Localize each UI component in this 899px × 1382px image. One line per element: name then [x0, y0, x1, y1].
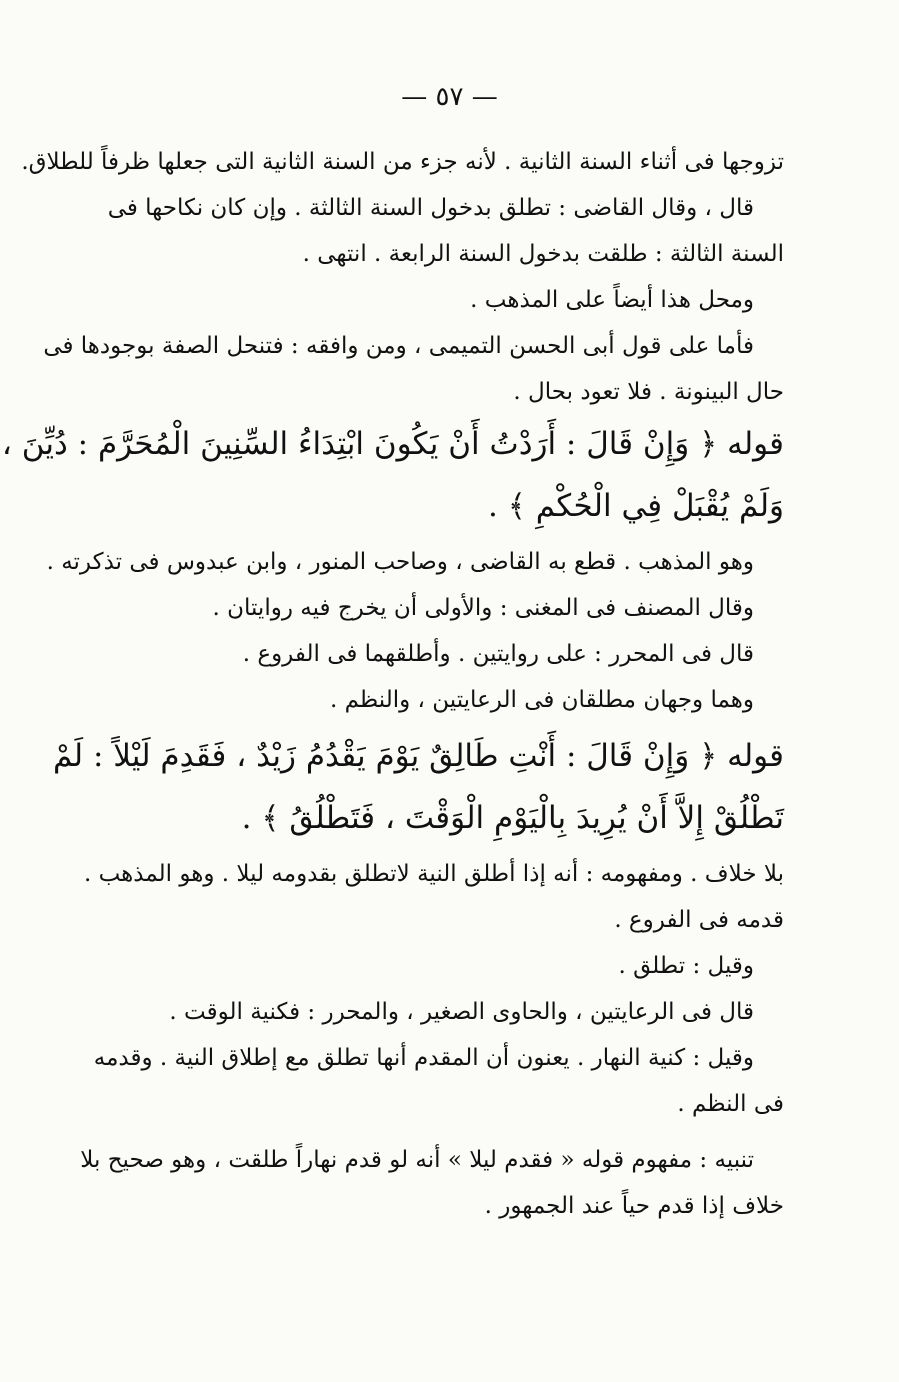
text-line: فى النظم . — [677, 1091, 784, 1117]
text-line: قدمه فى الفروع . — [614, 907, 784, 933]
matn-quote-line: قوله ﴿ وَإِنْ قَالَ : أَرَدْتُ أَنْ يَكُونَ ابْتِدَاءُ السِّنِينَ الْمُحَرَّمَ : دُيِّنَ ، — [1, 426, 784, 462]
text-line: بلا خلاف . ومفهومه : أنه إذا أطلق النية لاتطلق بقدومه ليلا . وهو المذهب . — [83, 861, 784, 887]
text-line: وقال المصنف فى المغنى : والأولى أن يخرج فيه روايتان . — [212, 595, 754, 621]
text-line: وهما وجهان مطلقان فى الرعايتين ، والنظم . — [329, 687, 754, 713]
page-number: — ٥٧ — — [401, 82, 498, 112]
matn-quote-line: تَطْلُقْ إِلاَّ أَنْ يُرِيدَ بِالْيَوْمِ الْوَقْتَ ، فَتَطْلُقُ ﴾ . — [241, 800, 784, 836]
text-line: خلاف إذا قدم حياً عند الجمهور . — [484, 1193, 784, 1219]
text-line: وقيل : كنية النهار . يعنون أن المقدم أنها تطلق مع إطلاق النية . وقدمه — [93, 1045, 754, 1071]
text-line: فأما على قول أبى الحسن التميمى ، ومن وافقه : فتنحل الصفة بوجودها فى — [43, 333, 754, 359]
matn-quote-line: وَلَمْ يُقْبَلْ فِي الْحُكْمِ ﴾ . — [488, 488, 784, 524]
text-line: حال البينونة . فلا تعود بحال . — [513, 379, 784, 405]
matn-quote-line: قوله ﴿ وَإِنْ قَالَ : أَنْتِ طَالِقٌ يَوْمَ يَقْدُمُ زَيْدٌ ، فَقَدِمَ لَيْلاً : لَمْ — [53, 738, 784, 774]
tanbih-line: تنبيه : مفهوم قوله « فقدم ليلا » أنه لو قدم نهاراً طلقت ، وهو صحيح بلا — [80, 1147, 754, 1173]
text-line: قال فى الرعايتين ، والحاوى الصغير ، والمحرر : فكنية الوقت . — [169, 999, 754, 1025]
text-line: تزوجها فى أثناء السنة الثانية . لأنه جزء من السنة الثانية التى جعلها ظرفاً للطلاق. — [21, 149, 784, 175]
text-line: قال فى المحرر : على روايتين . وأطلقهما فى الفروع . — [242, 641, 754, 667]
text-line: ومحل هذا أيضاً على المذهب . — [470, 287, 754, 313]
text-line: السنة الثالثة : طلقت بدخول السنة الرابعة . انتهى . — [302, 241, 784, 267]
main-text — [1, 148, 784, 1220]
text-line: قال ، وقال القاضى : تطلق بدخول السنة الثالثة . وإن كان نكاحها فى — [107, 195, 754, 221]
text-line: وقيل : تطلق . — [618, 953, 754, 979]
text-line: وهو المذهب . قطع به القاضى ، وصاحب المنور ، وابن عبدوس فى تذكرته . — [46, 549, 754, 575]
